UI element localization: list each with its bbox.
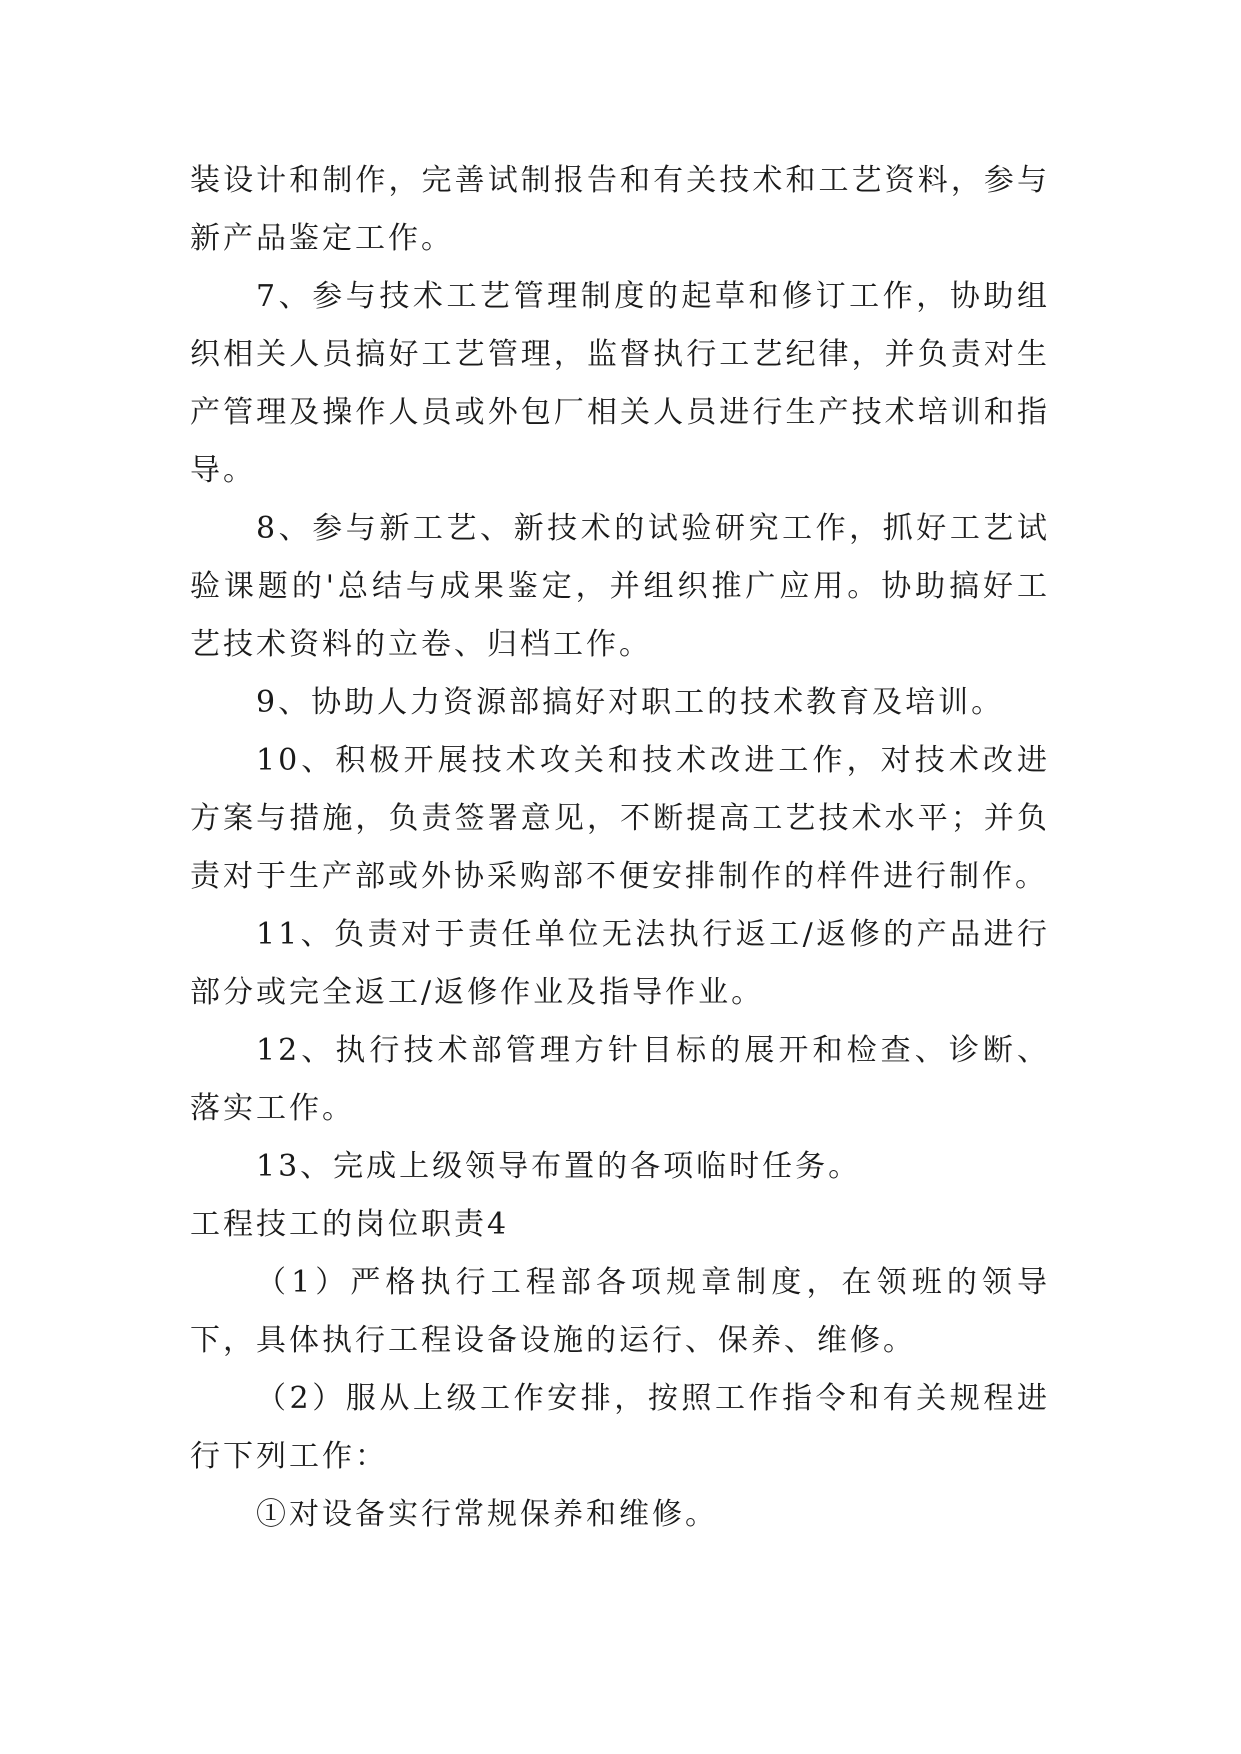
section-item-2: （2）服从上级工作安排，按照工作指令和有关规程进行下列工作： [190,1381,1050,1474]
paragraph-item-13: 13、完成上级领导布置的各项临时任务。 [256,1149,862,1184]
paragraph-item-10: 10、积极开展技术攻关和技术改进工作，对技术改进方案与措施，负责签署意见，不断提高工艺技术水平；并负责对于生产部或外协采购部不便安排制作的样件进行制作。 [190,743,1050,894]
section-item-3: ①对设备实行常规保养和维修。 [256,1497,718,1532]
paragraph-item-9: 9、协助人力资源部搞好对职工的技术教育及培训。 [256,685,1005,720]
paragraph-item-7: 7、参与技术工艺管理制度的起草和修订工作，协助组织相关人员搞好工艺管理，监督执行工艺纪律，并负责对生产管理及操作人员或外包厂相关人员进行生产技术培训和指导。 [190,279,1050,488]
section-item-1: （1）严格执行工程部各项规章制度，在领班的领导下，具体执行工程设备设施的运行、保养、维修。 [190,1265,1050,1358]
paragraph-item-12: 12、执行技术部管理方针目标的展开和检查、诊断、落实工作。 [190,1033,1050,1126]
section-heading: 工程技工的岗位职责4 [190,1207,510,1242]
paragraph-item-11: 11、负责对于责任单位无法执行返工/返修的产品进行部分或完全返工/返修作业及指导作业。 [190,917,1050,1010]
paragraph-item-8: 8、参与新工艺、新技术的试验研究工作，抓好工艺试验课题的'总结与成果鉴定，并组织推广应用。协助搞好工艺技术资料的立卷、归档工作。 [190,511,1050,662]
paragraph-continuation: 装设计和制作，完善试制报告和有关技术和工艺资料，参与新产品鉴定工作。 [190,163,1050,256]
document-body [190,152,1050,1544]
